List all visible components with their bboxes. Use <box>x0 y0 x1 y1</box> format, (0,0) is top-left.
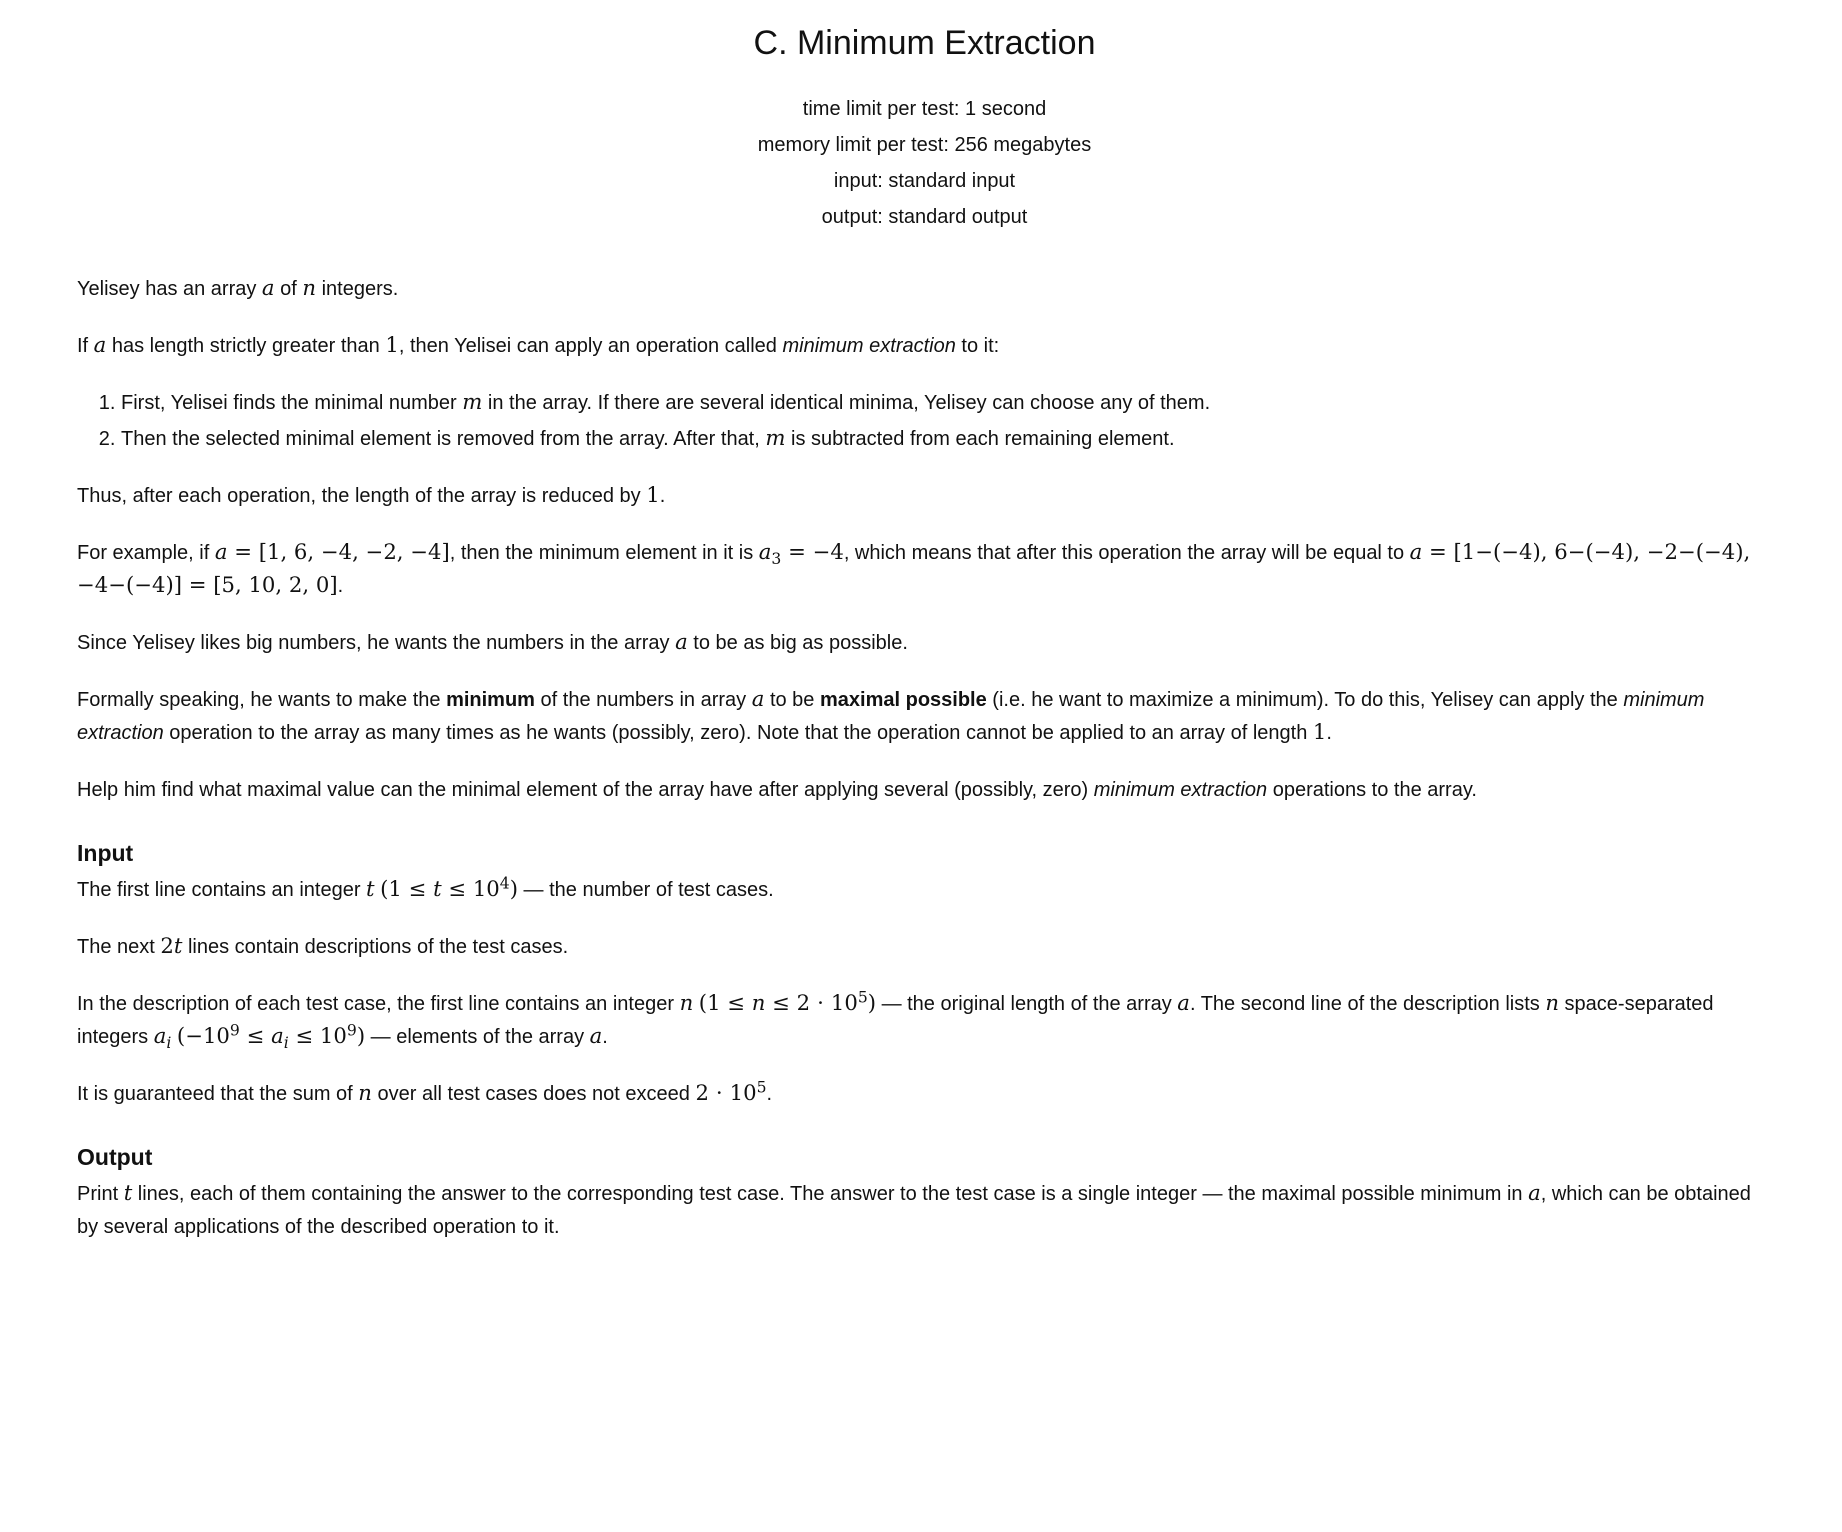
paragraph <box>77 1078 1772 1111</box>
math-text: 1 <box>646 482 660 507</box>
math-text: t <box>173 933 183 958</box>
time-limit-line: time limit per test: 1 second <box>802 98 1047 120</box>
math-text: 9 <box>346 1021 357 1040</box>
math-text: n <box>751 990 766 1015</box>
text: Formally speaking, he wants to make the <box>77 689 447 711</box>
paragraph <box>77 273 1772 306</box>
math-text: = [1−(−4), 6−(−4), −2−(−4), −4−(−4)] = [5, 10, 2, 0] <box>77 539 1751 597</box>
text: to be <box>764 689 820 711</box>
math-text: a <box>1177 990 1190 1015</box>
styled-text: minimum extraction <box>1093 779 1268 801</box>
output-spec-line: output: standard output <box>821 206 1028 228</box>
text: in the array. If there are several identical minima, Yelisey can choose any of them. <box>482 392 1211 414</box>
math-text: n <box>1545 990 1559 1015</box>
text: If <box>77 335 94 357</box>
math-text: a <box>1409 539 1423 564</box>
math-text: m <box>462 389 483 414</box>
paragraph <box>77 330 1772 363</box>
text: It is guaranteed that the sum of <box>77 1083 359 1105</box>
math-text: = −4 <box>781 539 844 564</box>
math-text: 3 <box>771 550 782 568</box>
math-text: i <box>283 1034 289 1052</box>
math-text: (1 ≤ <box>698 990 752 1015</box>
text: space-separated integers <box>77 993 1714 1048</box>
styled-text: minimum extraction <box>77 689 1705 744</box>
math-text: 4 <box>499 874 510 893</box>
math-text: m <box>765 425 786 450</box>
math-text: a <box>758 539 772 564</box>
math-text: t <box>123 1180 133 1205</box>
math-text: 5 <box>857 988 868 1007</box>
math-text: n <box>302 275 317 300</box>
math-text: a <box>271 1023 284 1048</box>
text: The first line contains an integer <box>77 879 367 901</box>
text: Thus, after each operation, the length of the array is reduced by <box>77 485 647 507</box>
text: is subtracted from each remaining element. <box>785 428 1175 450</box>
math-text: i <box>166 1034 172 1052</box>
text: Then the selected minimal element is removed from the array. After that, <box>121 428 766 450</box>
math-text: ) <box>509 876 518 901</box>
text: integers. <box>316 278 399 300</box>
math-text: 2 <box>160 933 174 958</box>
text: . <box>766 1083 773 1105</box>
text: of the numbers in array <box>534 689 752 711</box>
math-text: t <box>366 876 375 901</box>
math-text: = [1, 6, −4, −2, −4] <box>227 539 450 564</box>
text: over all test cases does not exceed <box>371 1083 696 1105</box>
math-text: 5 <box>756 1078 767 1097</box>
text: , which can be obtained by several applications of the described operation to it. <box>77 1183 1751 1238</box>
math-text: n <box>358 1080 372 1105</box>
text: operations to the array. <box>1267 779 1477 801</box>
paragraph <box>77 988 1772 1054</box>
text: — the number of test cases. <box>518 879 774 901</box>
math-text: a <box>261 275 275 300</box>
text: of <box>274 278 303 300</box>
text: . <box>602 1026 608 1048</box>
text: — the original length of the array <box>876 993 1178 1015</box>
text: . The second line of the description lists <box>1189 993 1546 1015</box>
styled-text: minimum extraction <box>782 335 956 357</box>
list-item <box>121 423 1772 456</box>
problem-limits <box>77 91 1772 235</box>
text: , then the minimum element in it is <box>449 542 759 564</box>
math-text: a <box>751 686 765 711</box>
text: — elements of the array <box>365 1026 590 1048</box>
math-text: (1 ≤ <box>380 876 434 901</box>
math-text: n <box>679 990 694 1015</box>
math-text: ) <box>867 990 877 1015</box>
math-text: t <box>433 876 442 901</box>
section-title: Input <box>77 840 134 866</box>
text: Print <box>77 1183 124 1205</box>
math-text: 2 ⋅ 10 <box>695 1080 757 1105</box>
operation-steps-list <box>77 387 1772 456</box>
text: . <box>337 575 344 597</box>
paragraph <box>77 480 1772 513</box>
text: Since Yelisey likes big numbers, he wants the numbers in the array <box>77 632 676 654</box>
paragraph <box>77 537 1772 603</box>
math-text: (−10 <box>176 1023 230 1048</box>
section-title: Output <box>77 1144 153 1170</box>
memory-limit-line: memory limit per test: 256 megabytes <box>757 134 1092 156</box>
text: lines, each of them containing the answer to the corresponding test case. The answer to the test case is a single integer — the maximal possible minimum in <box>132 1183 1529 1205</box>
text: For example, if <box>77 542 215 564</box>
math-text: 1 <box>1312 719 1327 744</box>
paragraph <box>77 684 1772 750</box>
problem-statement <box>77 273 1772 1244</box>
paragraph <box>77 627 1772 660</box>
text: In the description of each test case, the first line contains an integer <box>77 993 680 1015</box>
text: has length strictly greater than <box>106 335 386 357</box>
math-text: ≤ 10 <box>288 1023 347 1048</box>
text: The next <box>77 936 161 958</box>
math-text: 9 <box>229 1021 240 1040</box>
text: Help him find what maximal value can the minimal element of the array have after applying several (possibly, zero) <box>77 779 1094 801</box>
text: to be as big as possible. <box>687 632 908 654</box>
text: . <box>1326 722 1332 744</box>
math-text: ≤ <box>239 1023 272 1048</box>
text: operation to the array as many times as he wants (possibly, zero). Note that the operation cannot be applied to an array of length <box>163 722 1313 744</box>
text: Yelisey has an array <box>77 278 262 300</box>
text: (i.e. he want to maximize a minimum). To do this, Yelisey can apply the <box>986 689 1624 711</box>
text: lines contain descriptions of the test cases. <box>182 936 569 958</box>
input-spec-line: input: standard input <box>833 170 1016 192</box>
problem-header <box>77 24 1772 235</box>
text: First, Yelisei finds the minimal number <box>121 392 463 414</box>
math-text: a <box>1528 1180 1541 1205</box>
math-text: ≤ 10 <box>441 876 500 901</box>
text: , then Yelisei can apply an operation called <box>398 335 783 357</box>
text: , which means that after this operation the array will be equal to <box>843 542 1410 564</box>
math-text: a <box>589 1023 603 1048</box>
paragraph <box>77 774 1772 807</box>
math-text: ≤ 2 ⋅ 10 <box>765 990 858 1015</box>
math-text: a <box>675 629 688 654</box>
text: . <box>659 485 666 507</box>
paragraph <box>77 1178 1772 1244</box>
math-text: a <box>153 1023 167 1048</box>
list-item <box>121 387 1772 420</box>
math-text: 1 <box>385 332 399 357</box>
math-text: ) <box>356 1023 366 1048</box>
styled-text: maximal possible <box>820 689 987 711</box>
styled-text: minimum <box>446 689 535 711</box>
math-text: a <box>93 332 107 357</box>
paragraph <box>77 874 1772 907</box>
text: to it: <box>955 335 1000 357</box>
paragraph <box>77 931 1772 964</box>
math-text: a <box>214 539 228 564</box>
problem-title: C. Minimum Extraction <box>753 24 1096 62</box>
